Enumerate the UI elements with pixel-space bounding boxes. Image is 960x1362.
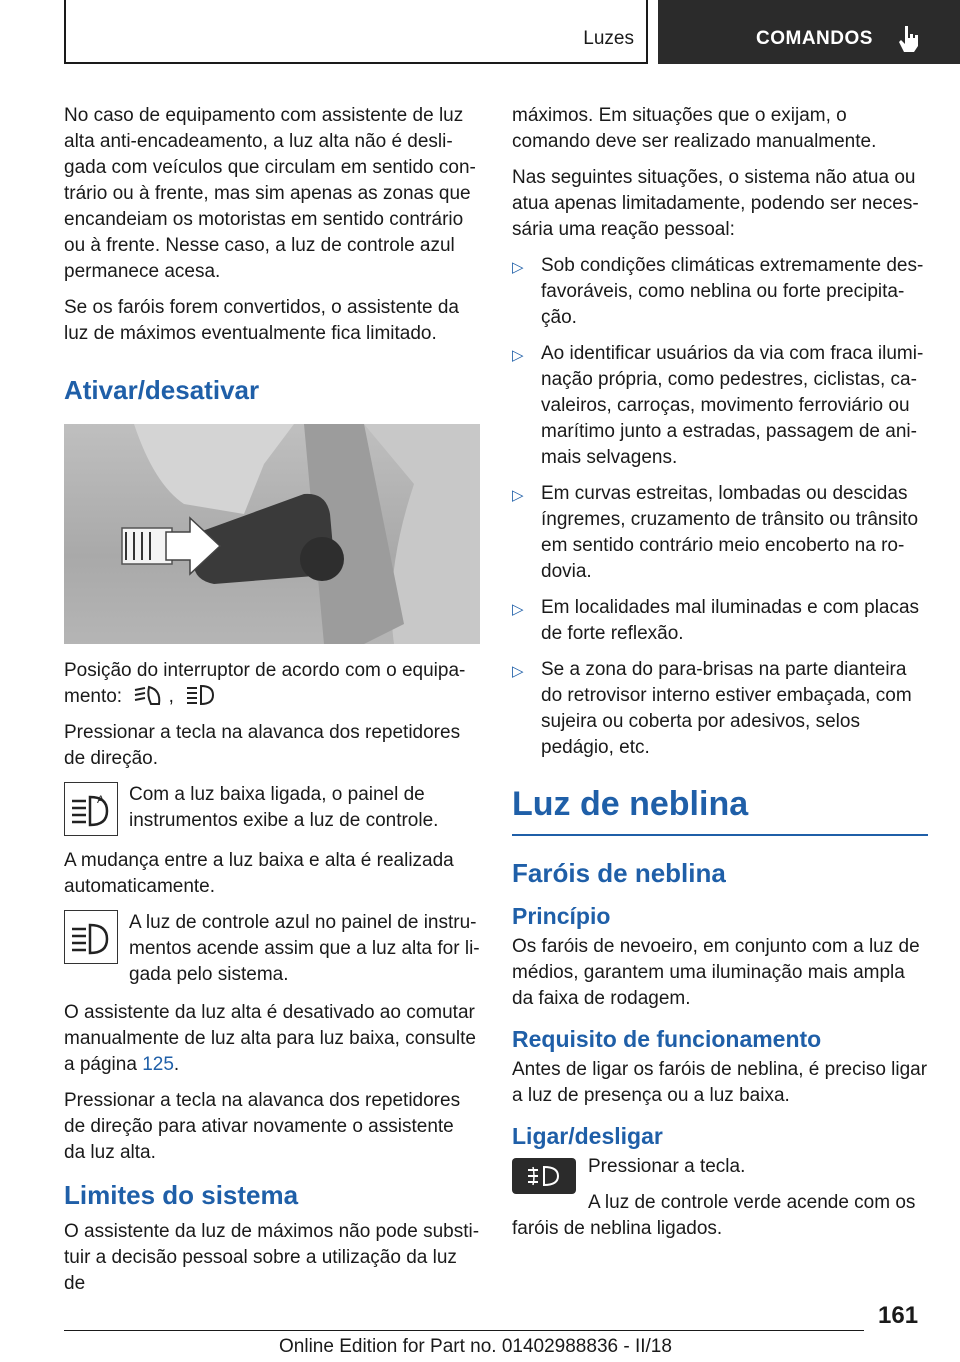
chapter-tab <box>658 0 960 64</box>
triangle-bullet-icon: ▷ <box>512 601 524 618</box>
paragraph: A mudança entre a luz baixa e alta é realizada automaticamente. <box>64 850 454 897</box>
page-number: 161 <box>878 1302 919 1329</box>
heading-system-limits: Limites do sistema <box>64 1180 299 1210</box>
list-item: ▷ Em curvas estreitas, lombadas ou descidas íngremes, cruzamento de trânsito ou trânsito em sentido contrário meio encoberto na rodovia. <box>512 483 919 582</box>
right-column <box>512 103 928 1252</box>
indicator-note-1 <box>64 782 480 836</box>
fog-lamp-button-icon <box>512 1158 576 1194</box>
high-beam-assist-indicator-icon <box>64 782 118 836</box>
list-item: ▷ Em localidades mal iluminadas e com placas de forte reflexão. <box>512 597 920 644</box>
heading-fog-light: Luz de neblina <box>512 785 928 836</box>
indicator-note-2 <box>64 910 480 988</box>
paragraph: No caso de equipamento com assistente de luz alta anti-encadeamento, a luz alta não é desligada com veículos que circulam em sentido contrário ou à frente, mas sim apenas as zonas que encandeiam os motoristas em sentido contrário ou à frente. Nesse caso, a luz de controle azul permanece acesa. <box>64 105 476 282</box>
list-item: ▷ Sob condições climáticas extremamente desfavoráveis, como neblina ou forte precipitação. <box>512 255 924 328</box>
section-title: Luzes <box>583 28 634 49</box>
paragraph: Antes de ligar os faróis de neblina, é preciso ligar a luz de presença ou a luz baixa. <box>512 1059 928 1106</box>
high-beam-indicator-icon <box>64 910 118 964</box>
svg-text:A: A <box>97 794 105 806</box>
paragraph-switch-position: Posição do interruptor de acordo com o equipamento: , <box>64 660 466 707</box>
paragraph-deactivate: O assistente da luz alta é desativado ao comutar manualmente de luz alta para luz baixa, consulte a página 125. <box>64 1002 476 1075</box>
heading-requirement: Requisito de funcionamento <box>512 1026 822 1052</box>
heading-fog-lamps: Faróis de neblina <box>512 858 726 888</box>
heading-activate: Ativar/desativar <box>64 375 260 405</box>
triangle-bullet-icon: ▷ <box>512 487 524 504</box>
paragraph: Se os faróis forem convertidos, o assistente da luz de máximos eventualmente fica limitado. <box>64 297 459 344</box>
high-beam-assistant-icon <box>133 684 163 706</box>
indicator-note-text: A luz de controle azul no painel de instrumentos acende assim que a luz alta for ligada pelo sistema. <box>129 912 480 985</box>
paragraph: Pressionar a tecla na alavanca dos repetidores de direção. <box>64 722 461 769</box>
paragraph: Nas seguintes situações, o sistema não atua ou atua apenas limitadamente, podendo ser necessária uma reação pessoal: <box>512 167 919 240</box>
paragraph: Os faróis de nevoeiro, em conjunto com a luz de médios, garantem uma iluminação mais ampla da faixa de rodagem. <box>512 936 920 1009</box>
paragraph: máximos. Em situações que o exijam, o comando deve ser realizado manualmente. <box>512 105 877 152</box>
triangle-bullet-icon: ▷ <box>512 663 524 680</box>
paragraph: A luz de controle verde acende com os faróis de neblina ligados. <box>512 1192 916 1239</box>
lever-illustration <box>64 424 480 644</box>
fog-lamp-instruction <box>512 1154 928 1242</box>
paragraph: Pressionar a tecla na alavanca dos repetidores de direção para ativar novamente o assistente da luz alta. <box>64 1090 461 1163</box>
indicator-note-text: Com a luz baixa ligada, o painel de instrumentos exibe a luz de controle. <box>129 784 439 831</box>
list-item: ▷ Se a zona do para-brisas na parte dianteira do retrovisor interno estiver embaçada, com sujeira ou coberta por adesivos, selos pedágio, etc. <box>512 659 912 758</box>
chapter-title: COMANDOS <box>756 28 873 49</box>
turn-signal-lever-image <box>64 424 480 644</box>
page-link[interactable]: 125 <box>142 1054 174 1075</box>
footer-divider <box>64 1330 864 1331</box>
pointing-hand-icon <box>896 24 922 54</box>
heading-on-off: Ligar/desligar <box>512 1123 663 1149</box>
list-item: ▷ Ao identificar usuários da via com fraca iluminação própria, como pedestres, ciclistas, cavaleiros, carroças, movimento ferroviário ou marítimo junto a estradas, passagem de animais selvagens. <box>512 343 924 468</box>
edition-note: Online Edition for Part no. 01402988836 - II/18 <box>279 1336 672 1357</box>
triangle-bullet-icon: ▷ <box>512 259 524 276</box>
left-column <box>64 103 480 1307</box>
triangle-bullet-icon: ▷ <box>512 347 524 364</box>
heading-principle: Princípio <box>512 903 611 929</box>
paragraph: Pressionar a tecla. <box>588 1156 746 1177</box>
header-frame <box>64 0 648 64</box>
limitations-list <box>512 253 928 761</box>
high-beam-auto-icon <box>185 684 215 706</box>
paragraph: O assistente da luz de máximos não pode substituir a decisão pessoal sobre a utilização da luz de <box>64 1221 480 1294</box>
